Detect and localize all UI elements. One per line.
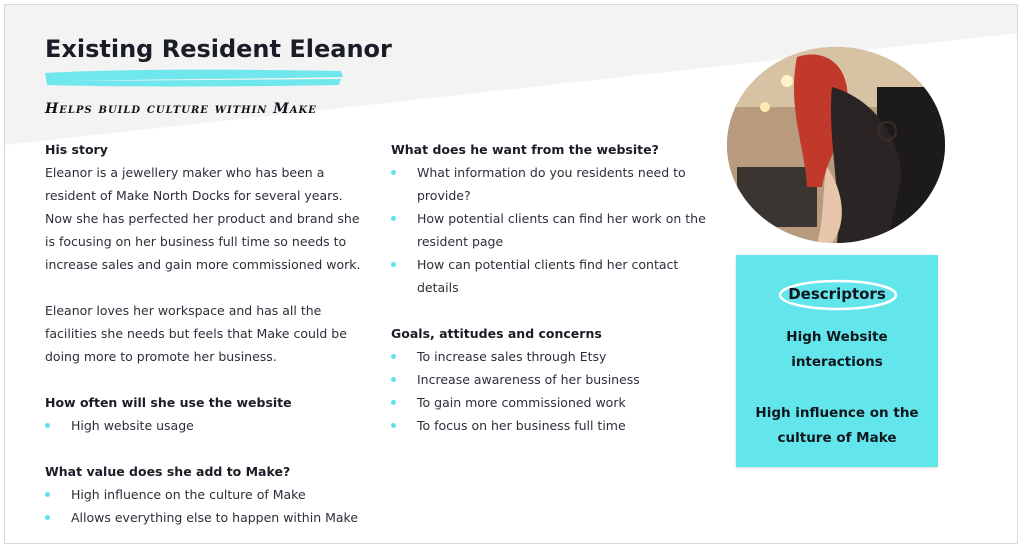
usage-list bbox=[45, 414, 365, 437]
value-heading: What value does she add to Make? bbox=[45, 464, 291, 479]
list-item: Increase awareness of her business bbox=[391, 368, 711, 391]
story-paragraph-1: Eleanor is a jewellery maker who has been a resident of Make North Docks for several years. Now she has perfected her product and brand she is focusing on her business full time so needs to increase sales and gain more commissioned work. bbox=[45, 165, 361, 272]
list-item: How can potential clients find her contact details bbox=[391, 253, 711, 299]
usage-heading: How often will she use the website bbox=[45, 395, 292, 410]
list-item: To increase sales through Etsy bbox=[391, 345, 711, 368]
descriptors-panel bbox=[736, 255, 938, 467]
list-item: To gain more commissioned work bbox=[391, 391, 711, 414]
list-item: High website usage bbox=[45, 414, 365, 437]
brush-underline bbox=[41, 65, 351, 91]
middle-column bbox=[391, 138, 711, 437]
persona-card bbox=[4, 4, 1018, 544]
persona-photo bbox=[727, 47, 945, 243]
value-list bbox=[45, 483, 365, 529]
want-list bbox=[391, 161, 711, 299]
story-paragraph-2: Eleanor loves her workspace and has all the facilities she needs but feels that Make could be doing more to promote her business. bbox=[45, 303, 347, 364]
descriptor-item: High influence on the culture of Make bbox=[755, 405, 919, 446]
descriptors-title: Descriptors bbox=[788, 285, 886, 303]
goals-heading: Goals, attitudes and concerns bbox=[391, 326, 602, 341]
page-title: Existing Resident Eleanor bbox=[45, 35, 392, 63]
list-item: What information do you residents need to provide? bbox=[391, 161, 711, 207]
list-item: Allows everything else to happen within Make bbox=[45, 506, 365, 529]
list-item: To focus on her business full time bbox=[391, 414, 711, 437]
want-heading: What does he want from the website? bbox=[391, 142, 659, 157]
goals-list bbox=[391, 345, 711, 437]
story-heading: His story bbox=[45, 142, 108, 157]
list-item: How potential clients can find her work on the resident page bbox=[391, 207, 711, 253]
left-column bbox=[45, 138, 365, 529]
descriptor-item: High Website interactions bbox=[786, 329, 888, 370]
list-item: High influence on the culture of Make bbox=[45, 483, 365, 506]
tagline: Helps build culture within Make bbox=[45, 101, 317, 117]
persona-photo-illustration bbox=[727, 47, 945, 243]
